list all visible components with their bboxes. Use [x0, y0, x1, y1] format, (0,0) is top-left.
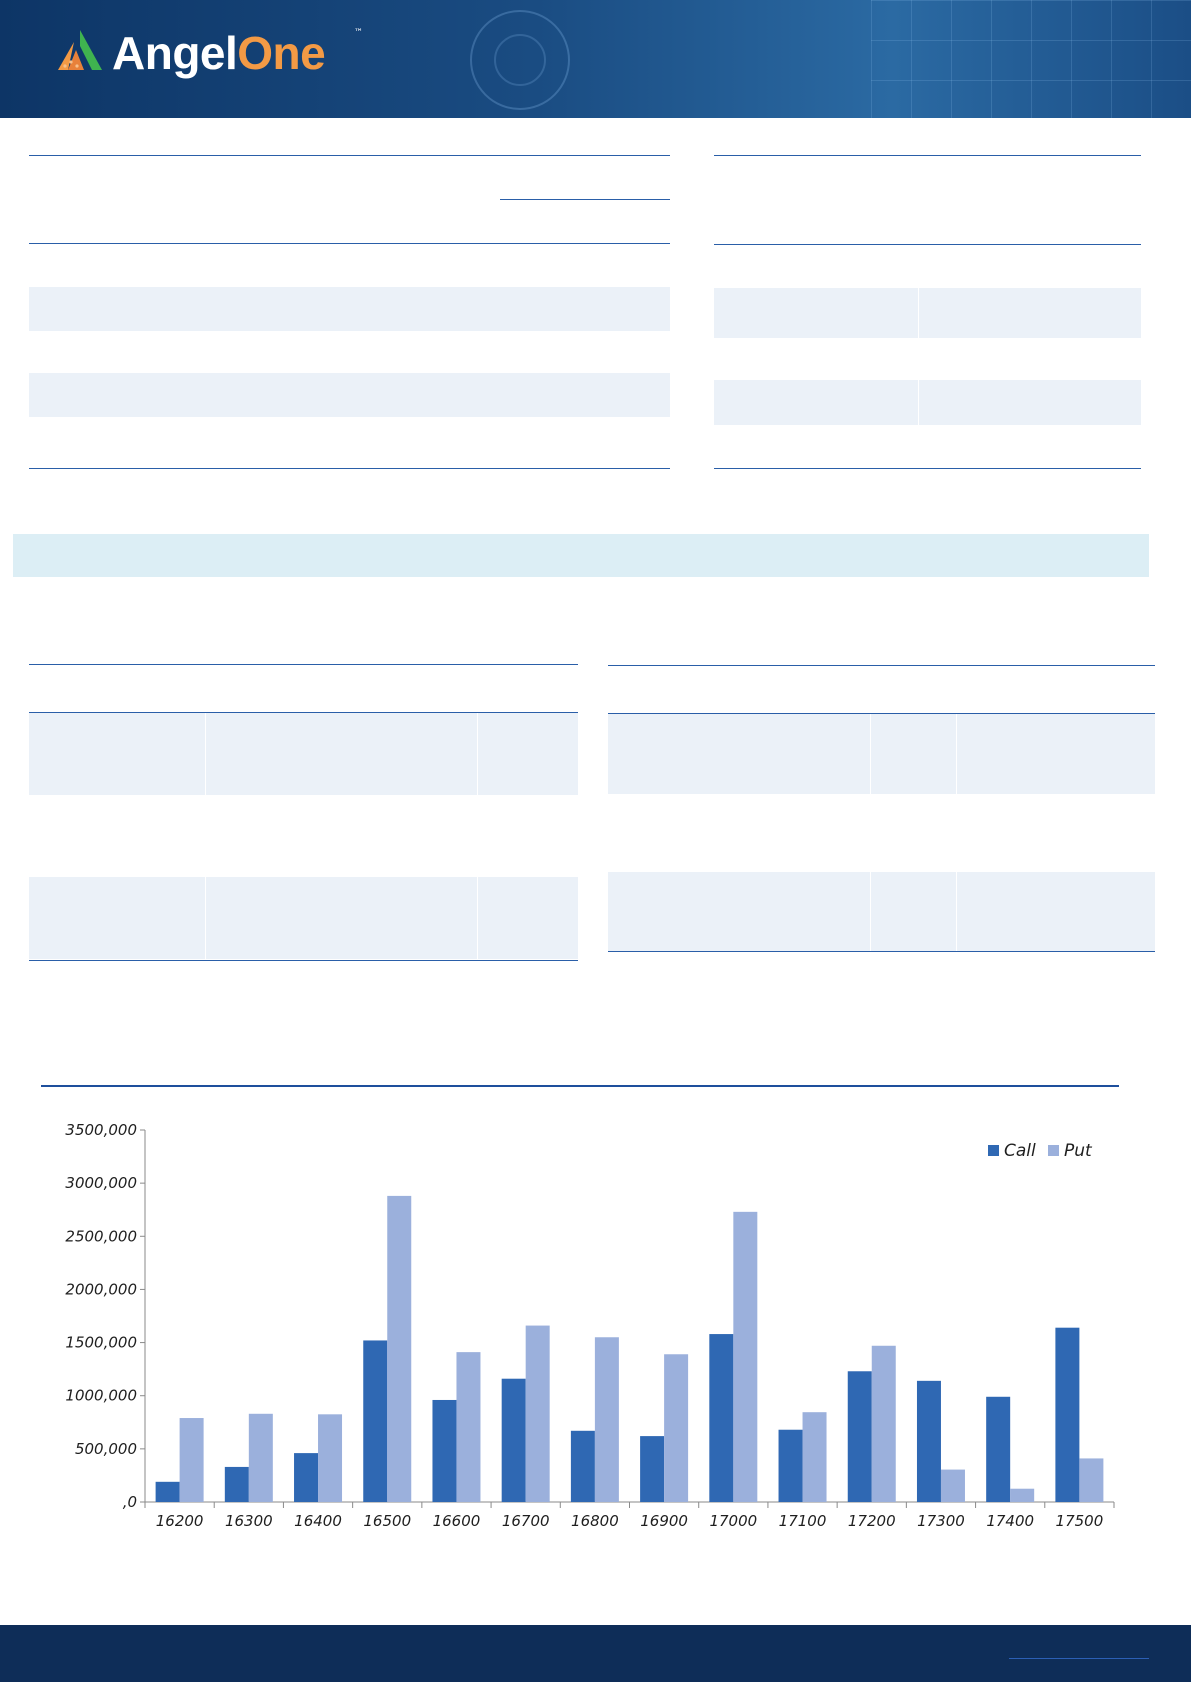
table-cell-divider	[870, 872, 871, 951]
x-tick-label: 17100	[778, 1512, 827, 1530]
table-row	[29, 713, 578, 795]
bar-put	[318, 1414, 342, 1502]
bar-call	[432, 1400, 456, 1502]
legend-swatch-put	[1048, 1145, 1059, 1156]
bar-put	[249, 1414, 273, 1502]
footer-link[interactable]	[1009, 1658, 1149, 1659]
bar-put	[387, 1196, 411, 1502]
oi-bar-chart	[36, 1100, 1136, 1540]
x-tick-label: 17200	[847, 1512, 896, 1530]
table-row	[29, 877, 578, 959]
table-row	[714, 380, 1141, 425]
page-header	[0, 0, 1191, 118]
x-tick-label: 16600	[432, 1512, 481, 1530]
table-rule	[29, 468, 670, 469]
y-tick-label: 1000,000	[65, 1386, 137, 1405]
table-rule	[608, 951, 1155, 952]
bar-call	[571, 1431, 595, 1502]
y-tick-label: 1500,000	[65, 1333, 137, 1352]
bar-put	[941, 1470, 965, 1502]
table-cell-divider	[918, 380, 919, 425]
table-row	[29, 373, 670, 417]
page-footer	[0, 1625, 1191, 1682]
bar-call	[640, 1436, 664, 1502]
table-cell-divider	[956, 714, 957, 794]
table-rule	[29, 960, 578, 961]
table-row	[608, 714, 1155, 794]
bar-put	[1079, 1458, 1103, 1502]
table-rule	[500, 199, 670, 200]
bar-put	[1010, 1489, 1034, 1502]
x-tick-label: 17300	[917, 1512, 965, 1530]
legend-swatch-call	[988, 1145, 999, 1156]
chart-section-rule	[41, 1085, 1119, 1087]
table-rule	[714, 155, 1141, 156]
bar-call	[986, 1397, 1010, 1502]
table-row	[608, 872, 1155, 951]
angelone-logo-icon	[56, 28, 104, 72]
bar-call	[709, 1334, 733, 1502]
header-grid-decoration	[871, 0, 1191, 118]
table-cell-divider	[205, 713, 206, 795]
y-tick-label: ,0	[122, 1493, 137, 1511]
brand-name: AngelOne	[112, 27, 326, 79]
table-rule	[714, 244, 1141, 245]
bar-put	[456, 1352, 480, 1502]
bar-call	[294, 1453, 318, 1502]
y-tick-label: 500,000	[74, 1439, 137, 1458]
x-tick-label: 16200	[155, 1512, 204, 1530]
x-tick-label: 16300	[224, 1512, 273, 1530]
bar-put	[803, 1412, 827, 1502]
table-row	[714, 288, 1141, 338]
bar-put	[872, 1346, 896, 1502]
x-tick-label: 16500	[363, 1512, 412, 1530]
y-tick-label: 2500,000	[65, 1227, 137, 1246]
table-rule	[608, 665, 1155, 666]
table-rule	[714, 468, 1141, 469]
oi-bar-chart-svg	[36, 1100, 1136, 1540]
table-cell-divider	[870, 714, 871, 794]
bar-call	[363, 1340, 387, 1502]
bar-put	[664, 1354, 688, 1502]
table-cell-divider	[918, 288, 919, 338]
x-tick-label: 16700	[501, 1512, 550, 1530]
header-decoration-inner	[494, 34, 546, 86]
bar-call	[502, 1379, 526, 1502]
x-tick-label: 16800	[571, 1512, 619, 1530]
legend-label-put: Put	[1064, 1141, 1092, 1161]
brand-trademark: ™	[354, 28, 363, 38]
table-rule	[29, 664, 578, 665]
table-cell-divider	[205, 877, 206, 959]
x-tick-label: 17000	[709, 1512, 758, 1530]
y-tick-label: 3000,000	[65, 1174, 137, 1193]
y-tick-label: 3500,000	[65, 1121, 137, 1139]
bar-put	[733, 1212, 757, 1502]
legend-label-call: Call	[1004, 1141, 1036, 1161]
bar-put	[595, 1337, 619, 1502]
table-cell-divider	[477, 713, 478, 795]
bar-put	[180, 1418, 204, 1502]
bar-call	[225, 1467, 249, 1502]
x-tick-label: 16400	[294, 1512, 342, 1530]
table-cell-divider	[477, 877, 478, 959]
x-tick-label: 16900	[640, 1512, 688, 1530]
table-rule	[29, 243, 670, 244]
y-tick-label: 2000,000	[65, 1280, 137, 1299]
bar-call	[848, 1371, 872, 1502]
table-row	[29, 287, 670, 331]
x-tick-label: 17400	[986, 1512, 1035, 1530]
table-cell-divider	[956, 872, 957, 951]
bar-call	[1055, 1328, 1079, 1502]
bar-call	[917, 1381, 941, 1502]
bar-put	[526, 1326, 550, 1502]
table-rule	[29, 155, 670, 156]
x-tick-label: 17500	[1055, 1512, 1104, 1530]
bar-call	[779, 1430, 803, 1502]
bar-call	[156, 1482, 180, 1502]
section-banner	[13, 534, 1149, 577]
